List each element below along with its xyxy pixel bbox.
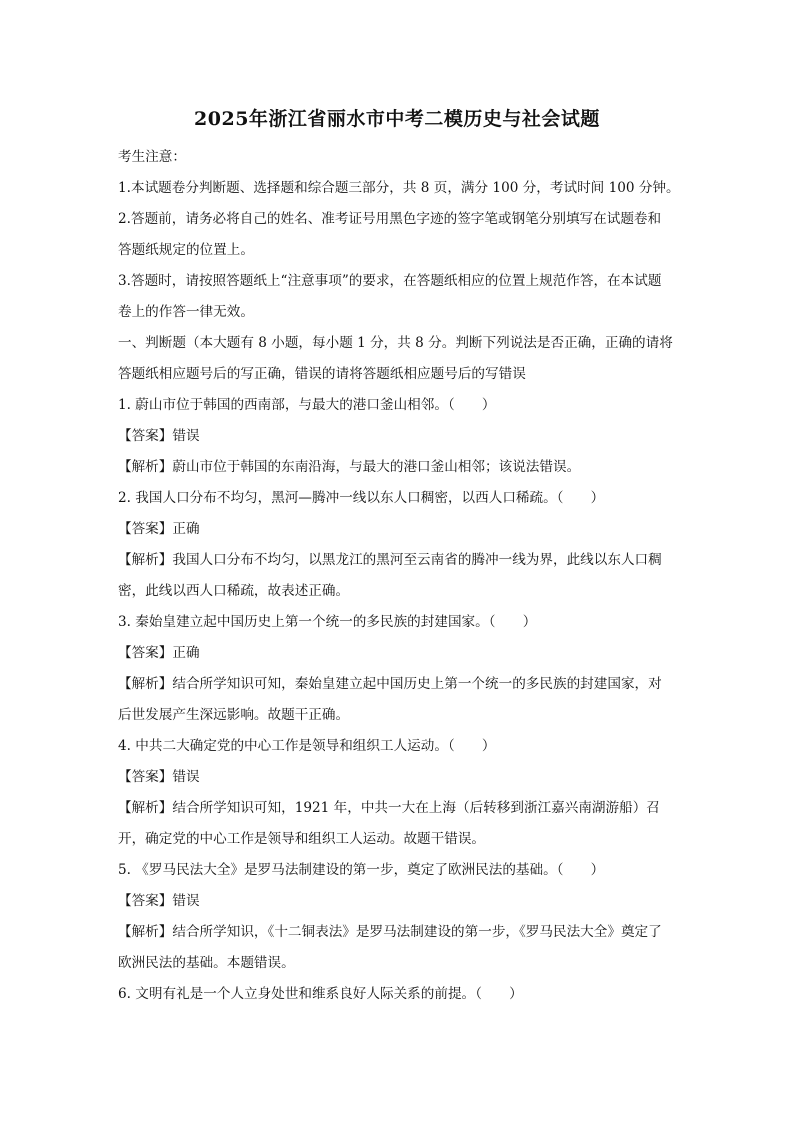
section-heading-cont: 答题纸相应题号后的写正确，错误的请将答题纸相应题号后的写错误 [118,366,526,382]
analysis-5: 【解析】结合所学知识，《十二铜表法》是罗马法制建设的第一步，《罗马民法大全》奠定了 [118,924,662,940]
answer-2: 【答案】正确 [118,521,200,537]
notice-heading: 考生注意： [118,149,186,165]
notice-item-2-cont: 答题纸规定的位置上。 [118,242,254,258]
analysis-3: 【解析】结合所学知识可知，秦始皇建立起中国历史上第一个统一的多民族的封建国家，对 [118,676,662,692]
question-6: 6. 文明有礼是一个人立身处世和维系良好人际关系的前提。（ ） [118,986,523,1002]
question-4: 4. 中共二大确定党的中心工作是领导和组织工人运动。（ ） [118,738,496,754]
question-2: 2. 我国人口分布不均匀，黑河—腾冲一线以东人口稠密，以西人口稀疏。（ ） [118,490,605,506]
notice-item-1: 1.本试题卷分判断题、选择题和综合题三部分，共 8 页，满分 100 分，考试时间 100 分钟。 [118,180,680,196]
analysis-2: 【解析】我国人口分布不均匀，以黑龙江的黑河至云南省的腾冲一线为界，此线以东人口稠 [118,552,662,568]
notice-item-3: 3.答题时，请按照答题纸上“注意事项”的要求，在答题纸相应的位置上规范作答，在本试题 [118,273,662,289]
analysis-4-cont: 开，确定党的中心工作是领导和组织工人运动。故题干错误。 [118,831,486,847]
answer-5: 【答案】错误 [118,893,200,909]
document-body [118,142,690,1010]
notice-item-3-cont: 卷上的作答一律无效。 [118,304,254,320]
answer-4: 【答案】错误 [118,769,200,785]
question-1: 1. 蔚山市位于韩国的西南部，与最大的港口釜山相邻。（ ） [118,397,496,413]
analysis-1: 【解析】蔚山市位于韩国的东南沿海，与最大的港口釜山相邻；该说法错误。 [118,459,581,475]
analysis-5-cont: 欧洲民法的基础。本题错误。 [118,955,295,971]
answer-1: 【答案】错误 [118,428,200,444]
question-3: 3. 秦始皇建立起中国历史上第一个统一的多民族的封建国家。（ ） [118,614,537,630]
answer-3: 【答案】正确 [118,645,200,661]
analysis-2-cont: 密，此线以西人口稀疏，故表述正确。 [118,583,350,599]
document-title: 2025年浙江省丽水市中考二模历史与社会试题 [194,108,600,130]
question-5: 5. 《罗马民法大全》是罗马法制建设的第一步，奠定了欧洲民法的基础。（ ） [118,862,605,878]
analysis-3-cont: 后世发展产生深远影响。故题干正确。 [118,707,350,723]
notice-item-2: 2.答题前，请务必将自己的姓名、准考证号用黑色字迹的签字笔或钢笔分别填写在试题卷和 [118,211,662,227]
section-heading: 一、判断题（本大题有 8 小题，每小题 1 分，共 8 分。判断下列说法是否正确，正确的请将 [118,335,673,351]
analysis-4: 【解析】结合所学知识可知，1921 年，中共一大在上海（后转移到浙江嘉兴南湖游船）召 [118,800,660,816]
